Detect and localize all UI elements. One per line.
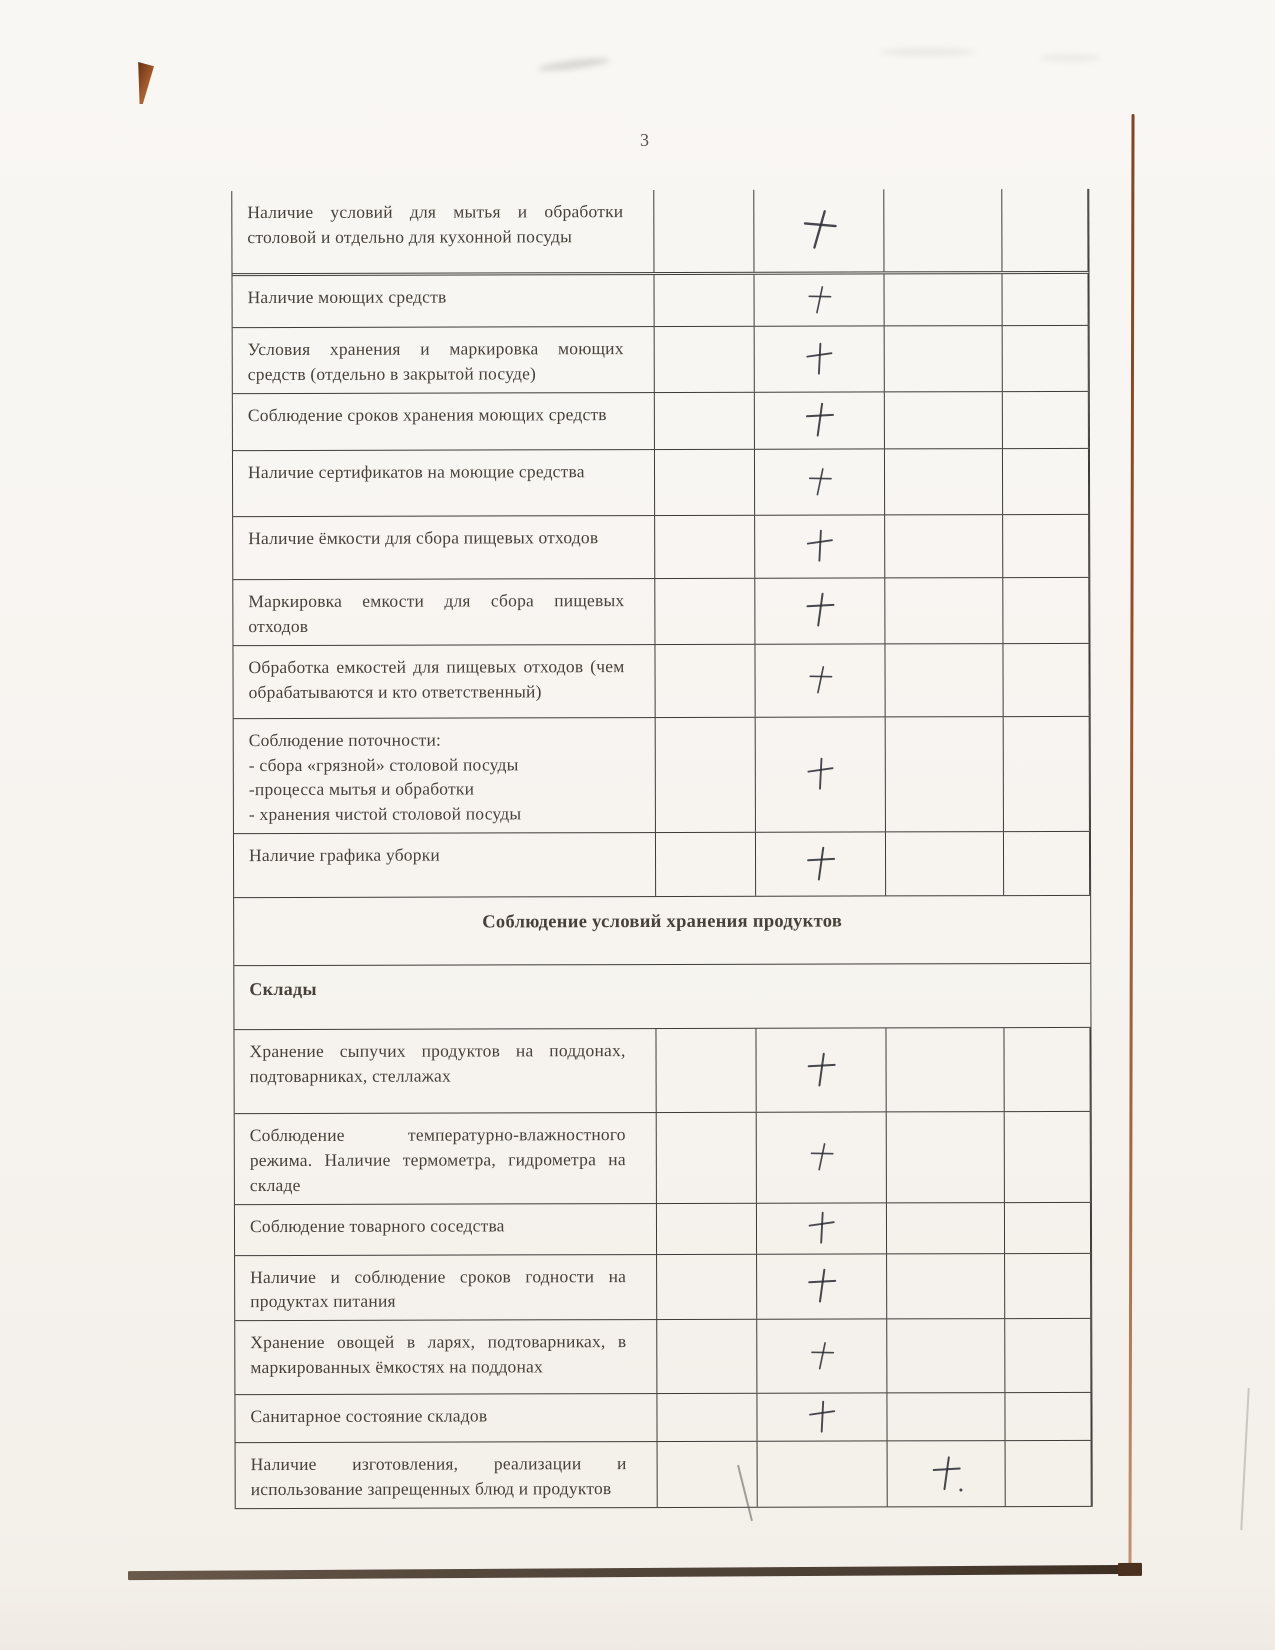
table-row <box>235 1319 1091 1395</box>
page-number: 3 <box>640 130 650 150</box>
table-section-row <box>234 896 1090 966</box>
row-label: Наличие изготовления, реализации и использование запрещенных блюд и продуктов <box>236 1442 658 1508</box>
table-row <box>233 578 1089 646</box>
value-cell <box>654 190 754 272</box>
value-cell <box>884 189 1002 271</box>
table-row <box>233 644 1089 719</box>
value-cell <box>654 275 754 326</box>
value-cell <box>886 1028 1004 1111</box>
table-row <box>235 1202 1091 1255</box>
plus-mark-icon <box>808 1340 835 1373</box>
plus-mark-icon <box>806 466 833 499</box>
value-cell <box>886 717 1004 832</box>
row-label: Наличие моющих средств <box>232 275 654 327</box>
value-cell <box>657 1203 757 1253</box>
value-cell <box>1004 1028 1090 1111</box>
row-label: Наличие графика уборки <box>234 833 656 897</box>
value-cell <box>655 644 755 716</box>
checklist-table <box>231 189 1092 1510</box>
row-label: Соблюдение сроков хранения моющих средств <box>233 393 655 450</box>
value-cell <box>885 392 1003 448</box>
value-cell <box>758 1442 888 1507</box>
table-row <box>234 1028 1090 1114</box>
value-cell <box>1005 1319 1091 1392</box>
plus-mark-icon <box>804 340 835 378</box>
value-cell <box>757 1254 887 1319</box>
value-cell <box>757 1112 887 1202</box>
row-label: Наличие сертификатов на моющие средства <box>233 450 655 516</box>
value-cell <box>658 1442 758 1507</box>
table-row <box>233 515 1089 580</box>
table-subsection-row <box>234 964 1090 1030</box>
value-cell <box>887 1393 1005 1440</box>
plus-mark-icon <box>806 664 833 697</box>
row-label: Наличие условий для мытья и обработки столовой и отдельно для кухонной посуды <box>232 190 654 273</box>
value-cell <box>756 717 886 832</box>
row-label: Соблюдение температурно-влажностного режима. Наличие термометра, гидрометра на складе <box>235 1113 657 1204</box>
binding-edge-line <box>1128 114 1134 1574</box>
value-cell <box>655 516 755 578</box>
value-cell <box>657 1320 757 1393</box>
value-cell <box>887 1203 1005 1253</box>
value-cell <box>657 1394 757 1441</box>
table-row <box>232 189 1088 276</box>
value-cell <box>888 1441 1006 1506</box>
row-label: Наличие и соблюдение сроков годности на продуктах питания <box>235 1255 657 1321</box>
value-cell <box>757 1394 887 1441</box>
table-row <box>233 326 1089 394</box>
value-cell <box>755 449 885 514</box>
value-cell <box>755 515 885 577</box>
scan-smudge <box>1040 54 1100 62</box>
plus-mark-icon <box>805 845 836 883</box>
value-cell <box>1003 578 1089 643</box>
value-cell <box>657 1113 757 1203</box>
plus-mark-icon <box>807 1399 838 1437</box>
value-cell <box>755 326 885 391</box>
value-cell <box>1003 515 1089 577</box>
table-row <box>236 1441 1092 1509</box>
value-cell <box>755 578 885 643</box>
value-cell <box>755 644 885 716</box>
row-label: Хранение овощей в ларях, подтоварниках, в маркированных ёмкостях на поддонах <box>235 1320 657 1394</box>
table-row <box>235 1253 1091 1321</box>
plus-mark-icon <box>798 206 840 256</box>
table-row <box>232 274 1088 328</box>
value-cell <box>754 189 884 271</box>
section-header: Соблюдение условий хранения продуктов <box>482 911 843 933</box>
value-cell <box>655 327 755 392</box>
scan-smudge <box>880 48 975 56</box>
value-cell <box>756 832 886 895</box>
value-cell <box>1005 1393 1091 1440</box>
value-cell <box>885 515 1003 577</box>
value-cell <box>757 1203 887 1253</box>
value-cell <box>1005 1202 1091 1252</box>
table-row <box>234 717 1090 835</box>
value-cell <box>885 578 1003 643</box>
table-row <box>233 449 1089 517</box>
value-cell <box>1005 1253 1091 1318</box>
table-row <box>234 832 1090 898</box>
value-cell <box>886 832 1004 895</box>
plus-mark-icon <box>806 1209 837 1247</box>
page-bottom-edge-shadow <box>128 1565 1142 1580</box>
value-cell <box>754 274 884 325</box>
table-row <box>235 1112 1091 1205</box>
value-cell <box>887 1112 1005 1202</box>
value-cell <box>655 579 755 644</box>
value-cell <box>655 450 755 515</box>
plus-mark-icon <box>805 756 836 794</box>
value-cell <box>656 833 756 896</box>
plus-mark-icon <box>806 1051 837 1089</box>
value-cell <box>884 274 1002 325</box>
table-row <box>235 1393 1091 1443</box>
row-label: Санитарное состояние складов <box>235 1394 657 1442</box>
plus-mark-icon <box>806 1267 837 1305</box>
row-label: Соблюдение товарного соседства <box>235 1204 657 1255</box>
plus-mark-icon <box>805 592 836 630</box>
scan-scratch <box>1240 1388 1249 1530</box>
plus-mark-icon <box>804 528 835 566</box>
value-cell <box>885 644 1003 716</box>
plus-mark-icon <box>808 1141 835 1174</box>
value-cell <box>885 326 1003 391</box>
value-cell <box>756 1028 886 1111</box>
value-cell <box>1004 717 1090 832</box>
value-cell <box>887 1319 1005 1392</box>
value-cell <box>657 1254 757 1319</box>
table-row <box>233 392 1089 451</box>
value-cell <box>656 1029 756 1112</box>
paper-corner-artifact <box>136 62 154 104</box>
plus-mark-icon <box>805 284 832 317</box>
value-cell <box>885 449 1003 514</box>
scan-smudge <box>538 56 611 74</box>
row-label: Хранение сыпучих продуктов на поддонах, подтоварниках, стеллажах <box>234 1029 656 1113</box>
row-label: Маркировка емкости для сбора пищевых отходов <box>233 579 655 645</box>
row-label: Условия хранения и маркировка моющих средств (отдельно в закрытой посуде) <box>233 327 655 393</box>
value-cell <box>655 393 755 449</box>
plus-mark-icon <box>804 401 835 439</box>
value-cell <box>656 717 756 832</box>
value-cell <box>1003 326 1089 391</box>
value-cell <box>1006 1441 1092 1506</box>
row-label: Соблюдение поточности: - сбора «грязной» столовой посуды -процесса мытья и обработки - хранения чистой столовой посуды <box>234 718 656 833</box>
value-cell <box>1003 644 1089 716</box>
value-cell <box>887 1254 1005 1319</box>
row-label: Наличие ёмкости для сбора пищевых отходов <box>233 516 655 579</box>
subsection-header: Склады <box>249 978 317 1000</box>
value-cell <box>1004 832 1090 895</box>
plus-mark-icon <box>931 1455 962 1493</box>
value-cell <box>757 1320 887 1393</box>
value-cell <box>1002 189 1088 271</box>
value-cell <box>755 392 885 448</box>
value-cell <box>1003 392 1089 448</box>
value-cell <box>1002 274 1088 325</box>
value-cell <box>1005 1112 1091 1202</box>
value-cell <box>1003 449 1089 514</box>
row-label: Обработка емкостей для пищевых отходов (чем обрабатываются и кто ответственный) <box>233 645 655 718</box>
